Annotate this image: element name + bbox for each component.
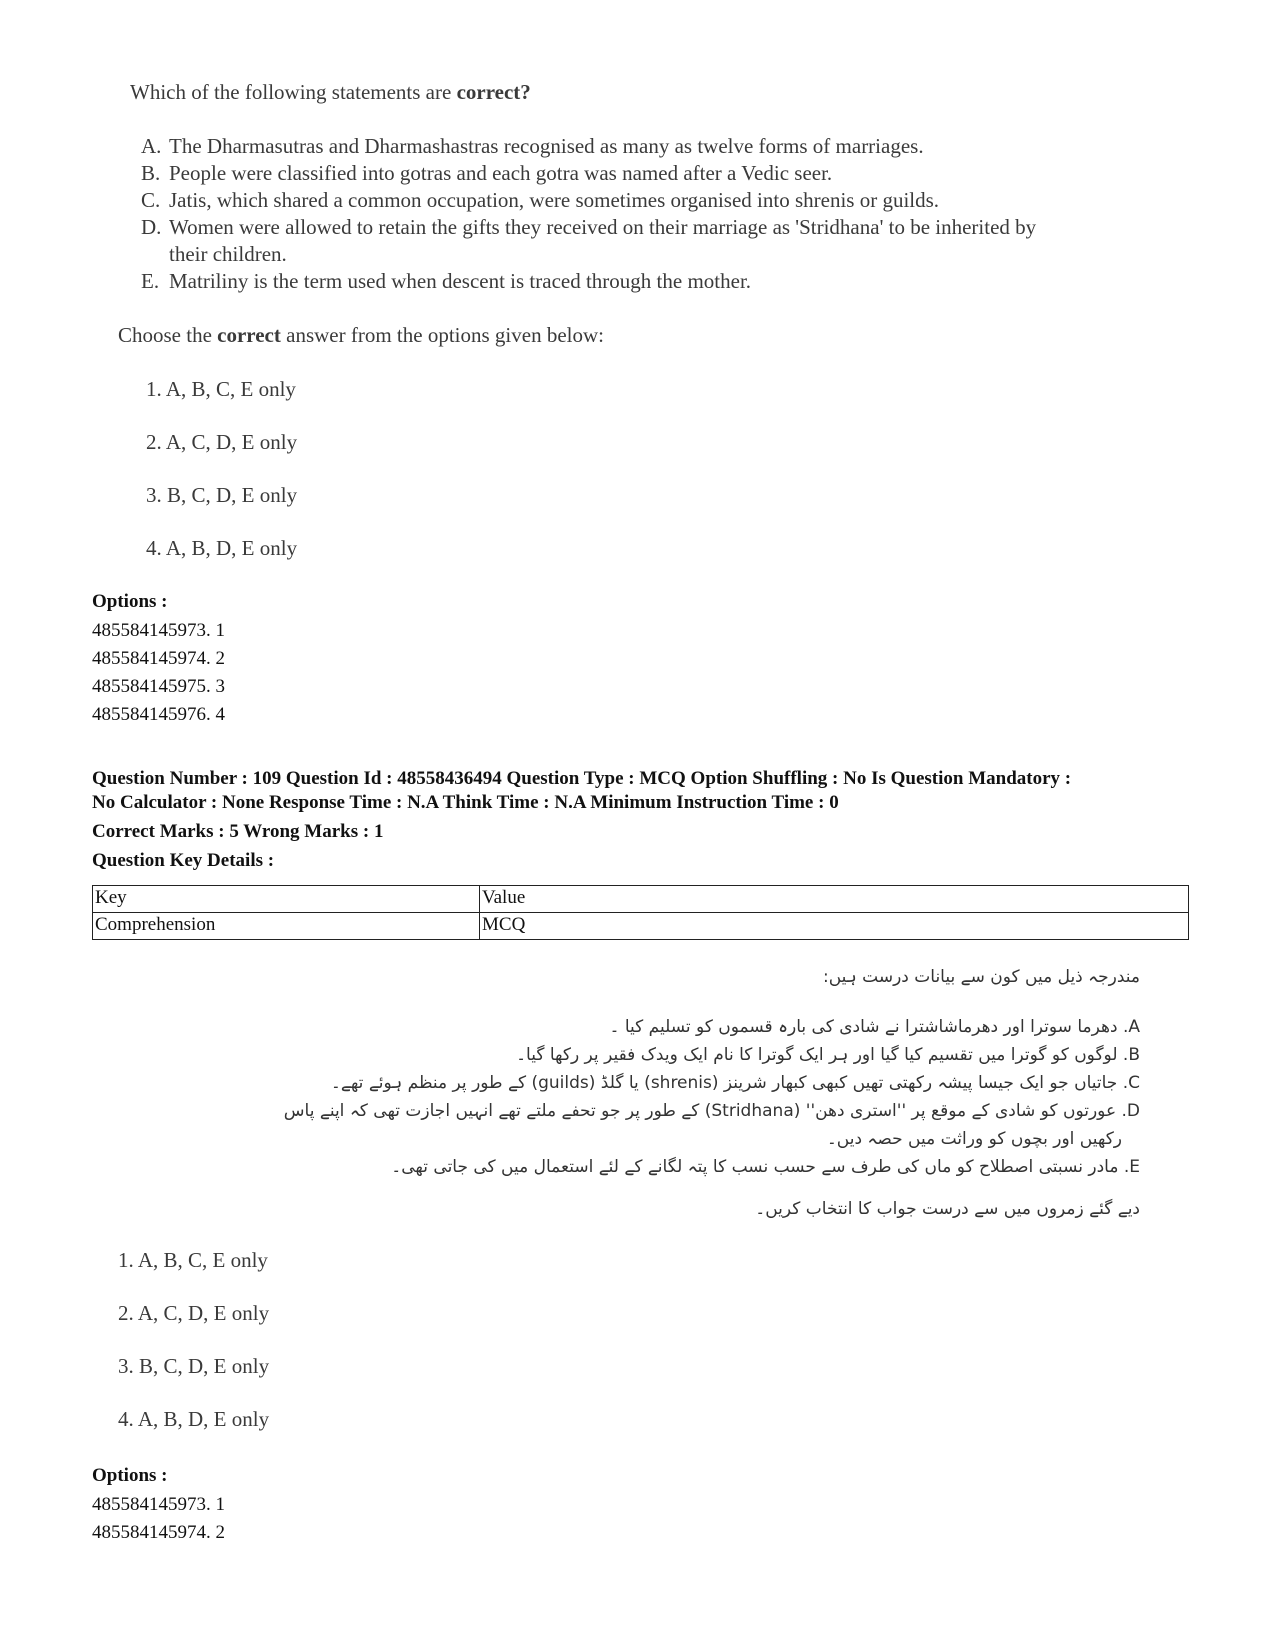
- urdu-statement-d-continuation: رکھیں اور بچوں کو وراثت میں حصہ دیں۔: [826, 1129, 1122, 1149]
- option-line: 485584145974. 2: [92, 1522, 225, 1543]
- marks-line: Correct Marks : 5 Wrong Marks : 1: [92, 821, 384, 842]
- urdu-choose-instruction: دیے گئے زمروں میں سے درست جواب کا انتخاب کریں۔: [755, 1199, 1140, 1219]
- option-line: 485584145975. 3: [92, 676, 225, 697]
- options-heading: Options :: [92, 1465, 168, 1486]
- option-line: 485584145973. 1: [92, 620, 225, 641]
- key-details-heading: Question Key Details :: [92, 850, 275, 871]
- urdu-question-intro: مندرجہ ذیل میں کون سے بیانات درست ہیں:: [822, 967, 1140, 987]
- table-header-key: Key: [93, 886, 480, 913]
- statement-c: C. Jatis, which shared a common occupation, were sometimes organised into shrenis or guilds.: [141, 188, 940, 212]
- answer-option: 3. B, C, D, E only: [146, 483, 298, 507]
- answer-option: 2. A, C, D, E only: [146, 430, 298, 454]
- question-meta-line-2: No Calculator : None Response Time : N.A Think Time : N.A Minimum Instruction Time : 0: [92, 792, 839, 813]
- option-line: 485584145976. 4: [92, 704, 225, 725]
- urdu-statement-b: B. لوگوں کو گوترا میں تقسیم کیا گیا اور ہر ایک گوترا کا نام ایک ویدک فقیر پر رکھا گیا۔: [516, 1045, 1140, 1065]
- table-cell-key: Comprehension: [93, 913, 480, 940]
- statement-d-continuation: their children.: [169, 242, 287, 266]
- answer-option: 4. A, B, D, E only: [118, 1407, 270, 1431]
- answer-option: 1. A, B, C, E only: [118, 1248, 268, 1272]
- options-heading: Options :: [92, 591, 168, 612]
- answer-option: 2. A, C, D, E only: [118, 1301, 270, 1325]
- statement-a: A. The Dharmasutras and Dharmashastras recognised as many as twelve forms of marriages.: [141, 134, 924, 158]
- statement-e: E. Matriliny is the term used when descent is traced through the mother.: [141, 269, 752, 293]
- urdu-statement-list: [110, 1013, 1140, 1181]
- table-cell-value: MCQ: [480, 913, 1189, 940]
- question-intro: Which of the following statements are correct?: [130, 80, 531, 104]
- urdu-statement-c: C. جاتیاں جو ایک جیسا پیشہ رکھتی تھیں کبھی کبھار شرینز (shrenis) یا گلڈ (guilds) کے طور پر منظم ہوئے تھے۔: [330, 1073, 1140, 1093]
- choose-instruction: Choose the correct answer from the options given below:: [118, 323, 604, 347]
- table-header-row: [93, 886, 1189, 913]
- key-details-table: [92, 885, 1189, 940]
- statement-d: D. Women were allowed to retain the gifts they received on their marriage as 'Stridhana' to be inherited by: [141, 215, 1037, 239]
- statement-b: B. People were classified into gotras and each gotra was named after a Vedic seer.: [141, 161, 833, 185]
- answer-option: 1. A, B, C, E only: [146, 377, 296, 401]
- table-row: [93, 913, 1189, 940]
- option-line: 485584145974. 2: [92, 648, 225, 669]
- question-meta-line-1: Question Number : 109 Question Id : 48558436494 Question Type : MCQ Option Shuffling : No Is Question Mandatory :: [92, 768, 1072, 789]
- urdu-statement-a: A. دھرما سوترا اور دھرماشاشترا نے شادی کی بارہ قسموں کو تسلیم کیا ۔: [609, 1017, 1140, 1037]
- option-line: 485584145973. 1: [92, 1494, 225, 1515]
- urdu-statement-d: D. عورتوں کو شادی کے موقع پر ''استری دھن'' (Stridhana) کے طور پر جو تحفے ملتے تھے انہیں اجازت تھی کہ اپنے پاس: [283, 1101, 1140, 1121]
- answer-option: 3. B, C, D, E only: [118, 1354, 270, 1378]
- table-header-value: Value: [480, 886, 1189, 913]
- answer-option: 4. A, B, D, E only: [146, 536, 298, 560]
- urdu-statement-e: E. مادر نسبتی اصطلاح کو ماں کی طرف سے حسب نسب کا پتہ لگانے کے لئے استعمال میں کی جاتی تھی۔: [391, 1157, 1140, 1177]
- statement-list: [141, 133, 1036, 295]
